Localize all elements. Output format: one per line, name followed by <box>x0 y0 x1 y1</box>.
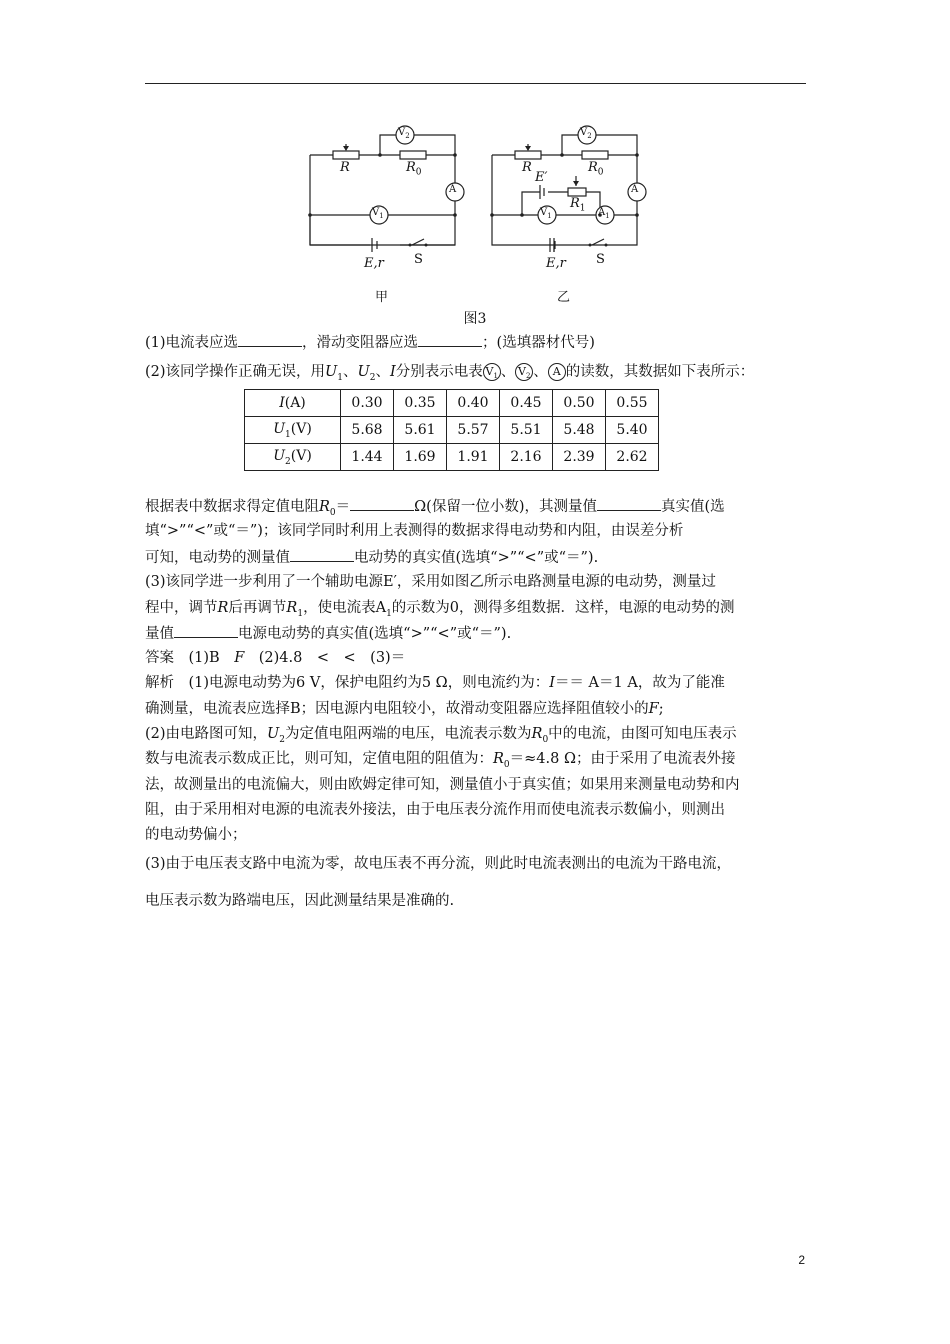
paragraph-line: 可知，电动势的测量值 电动势的真实值(选填“>”“<”或“＝”). <box>145 547 598 568</box>
table-cell: 5.51 <box>500 417 553 444</box>
table-cell: 0.40 <box>447 390 500 417</box>
blank-r0-value <box>350 496 414 511</box>
table-cell: 0.45 <box>500 390 553 417</box>
table-cell: 1.44 <box>341 444 394 471</box>
table-cell: 2.39 <box>553 444 606 471</box>
table-row <box>245 390 659 417</box>
row-header: $U_2(V)$ <box>245 444 341 471</box>
table-cell: 0.35 <box>394 390 447 417</box>
analysis-line: (2)由电路图可知，$U_2$为定值电阻两端的电压，电流表示数为$R_0$中的电流，由图可知电压表示 <box>145 726 737 745</box>
blank-emf-aux <box>174 623 238 638</box>
circuit-figures <box>300 120 660 310</box>
label-r-right: R <box>522 160 532 175</box>
label-jia: 甲 <box>375 290 389 305</box>
table-cell: 1.69 <box>394 444 447 471</box>
label-s-left: S <box>414 252 423 267</box>
question-2: (2)该同学操作正确无误，用$U_1$、$U_2$、I分别表示电表 $V_1$ 、 $V_2$ 、 A 的读数，其数据如下表所示： <box>145 364 755 383</box>
analysis-line: 确测量，电流表应选择B；因电源内电阻较小，故滑动变阻器应选择阻值较小的F; <box>145 701 664 717</box>
analysis-line: 阻，由于采用相对电源的电流表外接法，由于电压表分流作用而使电流表示数偏小，则测出 <box>145 802 725 818</box>
voltmeter-v1-symbol: $V_1$ <box>483 363 501 381</box>
table-cell: 5.57 <box>447 417 500 444</box>
data-table <box>244 389 659 471</box>
ammeter-symbol: A <box>548 363 566 381</box>
label-v2-right: $V_2$ <box>580 127 592 140</box>
table-cell: 2.16 <box>500 444 553 471</box>
label-eprime: E′ <box>535 170 548 185</box>
label-a1-right: $A_1$ <box>598 207 610 220</box>
label-a-right: A <box>631 184 639 195</box>
label-a-left: A <box>449 184 457 195</box>
analysis-line: 法，故测量出的电流偏大，则由欧姆定律可知，测量值小于真实值；如果用来测量电动势和内 <box>145 777 740 793</box>
analysis-line: (3)由于电压表支路中电流为零，故电压表不再分流，则此时电流表测出的电流为干路电流， <box>145 856 732 872</box>
label-s-right: S <box>596 252 605 267</box>
table-cell: 0.50 <box>553 390 606 417</box>
label-yi: 乙 <box>557 290 571 305</box>
table-cell: 5.48 <box>553 417 606 444</box>
analysis-line: 数与电流表示数成正比，则可知，定值电阻的阻值为：$R_0=\approx 4.8$ Ω；由于采用了电流表外接 <box>145 751 736 770</box>
label-v1-right: $V_1$ <box>540 207 552 220</box>
table-cell: 5.40 <box>606 417 659 444</box>
table-cell: 0.55 <box>606 390 659 417</box>
label-v2-left: $V_2$ <box>398 127 410 140</box>
label-r-left: R <box>340 160 350 175</box>
header-rule <box>145 83 806 84</box>
label-v1-left: $V_1$ <box>372 207 384 220</box>
blank-r0-compare <box>597 496 661 511</box>
table-cell: 1.91 <box>447 444 500 471</box>
blank-rheostat <box>418 332 482 347</box>
label-r0-left: $R_0$ <box>406 160 422 178</box>
row-header: $U_1(V)$ <box>245 417 341 444</box>
page-number: 2 <box>798 1253 805 1267</box>
blank-emf-compare <box>290 547 354 562</box>
label-r0-right: $R_0$ <box>588 160 604 178</box>
row-header: I(A) <box>245 390 341 417</box>
label-r1: $R_1$ <box>570 196 586 214</box>
table-cell: 5.61 <box>394 417 447 444</box>
table-cell: 0.30 <box>341 390 394 417</box>
table-cell: 5.68 <box>341 417 394 444</box>
blank-ammeter <box>238 332 302 347</box>
table-row <box>245 417 659 444</box>
paragraph-line: 根据表中数据求得定值电阻$R_0= \Omega$(保留一位小数)，其测量值 真实值(选 <box>145 496 725 523</box>
analysis-line: 解析 (1)电源电动势为6 V，保护电阻约为5 Ω，则电流约为：I＝＝ A＝1 A，故为了能准 <box>145 675 725 691</box>
label-er-right: E,r <box>546 256 566 271</box>
figure-caption: 图3 <box>463 311 487 327</box>
label-er-left: E,r <box>364 256 384 271</box>
paragraph-line: 量值 电源电动势的真实值(选填“>”“<”或“＝”). <box>145 623 511 644</box>
question-3: (3)该同学进一步利用了一个辅助电源E′，采用如图乙所示电路测量电源的电动势，测量过 <box>145 574 716 590</box>
table-row <box>245 444 659 471</box>
answer-line: 答案 (1)B F (2)4.8 < < (3)＝ <box>145 650 406 666</box>
analysis-line: 电压表示数为路端电压，因此测量结果是准确的. <box>145 893 455 909</box>
table-cell: 2.62 <box>606 444 659 471</box>
question-1: (1)电流表应选 ，滑动变阻器应选 ；(选填器材代号) <box>145 332 595 353</box>
voltmeter-v2-symbol: $V_2$ <box>515 363 533 381</box>
paragraph-line: 程中，调节R后再调节$R_1$，使电流表$A_1$的示数为0，测得多组数据．这样，电源的电动势的测 <box>145 600 735 619</box>
analysis-line: 的电动势偏小； <box>145 827 247 843</box>
paragraph-line: 填“>”“<”或“＝”)；该同学同时利用上表测得的数据求得电动势和内阻，由误差分析 <box>145 523 684 539</box>
